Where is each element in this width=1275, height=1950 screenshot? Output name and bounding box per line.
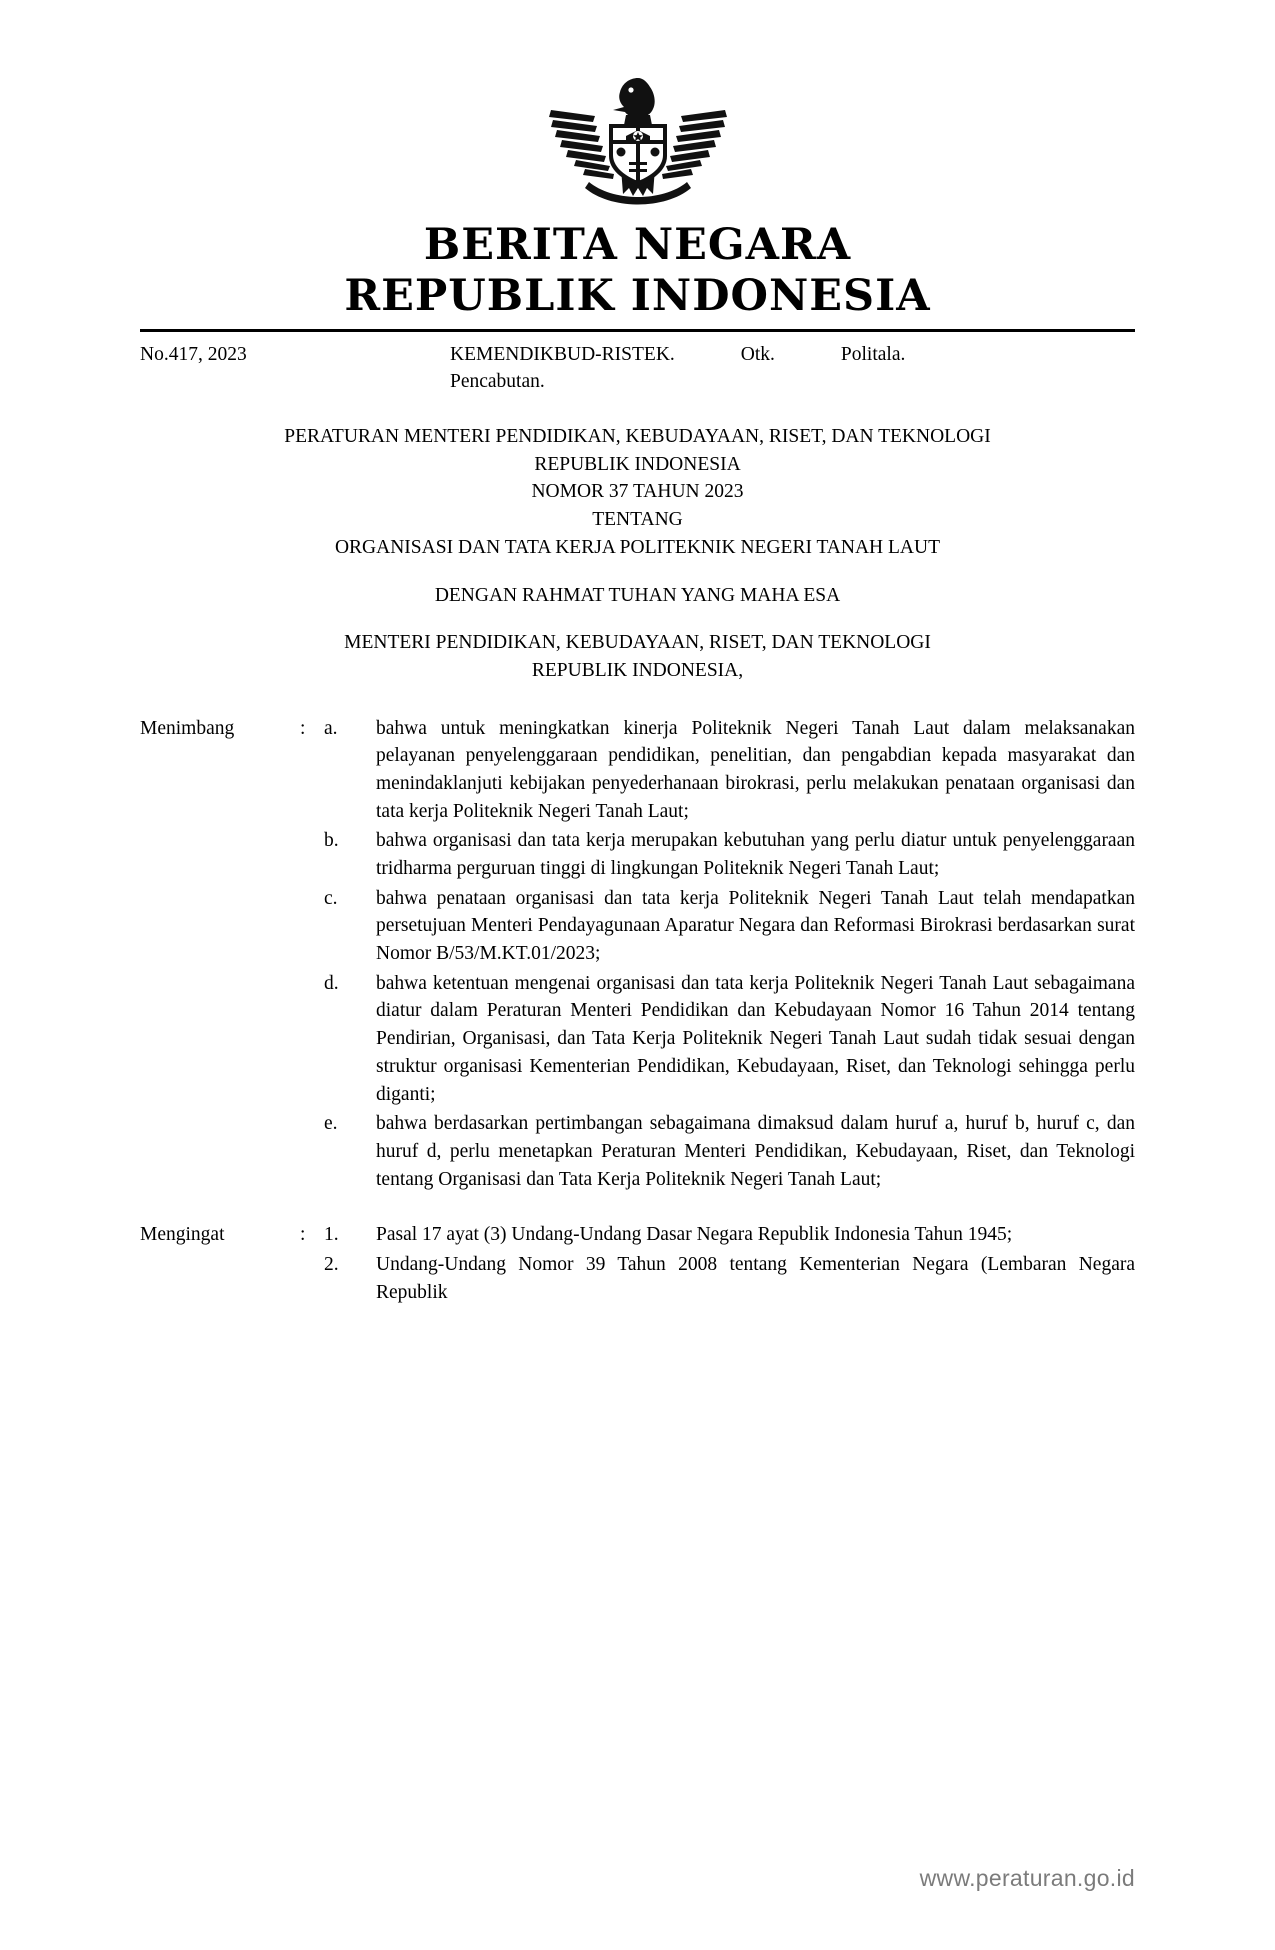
item-text: bahwa untuk meningkatkan kinerja Politeknik Negeri Tanah Laut dalam melaksanakan pelayanan penyelenggaraan pendidikan, penelitian, dan pengabdian kepada masyarakat dan menindaklanjuti kebijakan penyederhanaan birokrasi, perlu melakukan penataan organisasi dan tata kerja Politeknik Negeri Tanah Laut; — [376, 717, 1135, 822]
list-item — [324, 715, 1135, 826]
list-item — [324, 885, 1135, 968]
item-marker: 2. — [324, 1253, 339, 1275]
recollections-items — [324, 1221, 1135, 1308]
item-text: bahwa berdasarkan pertimbangan sebagaimana dimaksud dalam huruf a, huruf b, huruf c, dan huruf d, perlu menetapkan Peraturan Menteri Pendidikan, Kebudayaan, Riset, dan Teknologi tentang Organisasi dan Tata Kerja Politeknik Negeri Tanah Laut; — [376, 1113, 1135, 1190]
item-text: bahwa ketentuan mengenai organisasi dan tata kerja Politeknik Negeri Tanah Laut sebagaimana diatur dalam Peraturan Menteri Pendidikan dan Kebudayaan Nomor 16 Tahun 2014 tentang Pendirian, Organisasi, dan Tata Kerja Politeknik Negeri Tanah Laut sudah tidak sesuai dengan struktur organisasi Kementerian Pendidikan, Kebudayaan, Riset, dan Teknologi sehingga perlu diganti; — [376, 972, 1135, 1105]
masthead-line-2: REPUBLIK INDONESIA — [344, 270, 931, 321]
subject-ministry: KEMENDIKBUD-RISTEK. — [450, 344, 675, 366]
considerations-label: Menimbang — [140, 717, 235, 739]
masthead — [140, 220, 1135, 321]
title-line-7: MENTERI PENDIDIKAN, KEBUDAYAAN, RISET, DAN TEKNOLOGI — [344, 632, 931, 654]
gazette-meta — [140, 342, 1135, 395]
regulation-title-block — [140, 423, 1135, 685]
title-line-5: ORGANISASI DAN TATA KERJA POLITEKNIK NEGERI TANAH LAUT — [334, 536, 941, 558]
list-item — [324, 827, 1135, 882]
recollections-colon: : — [300, 1224, 306, 1246]
title-line-4: TENTANG — [592, 509, 683, 531]
item-text: bahwa organisasi dan tata kerja merupakan kebutuhan yang perlu diatur untuk penyelenggaraan tridharma perguruan tinggi di lingkungan Politeknik Negeri Tanah Laut; — [376, 830, 1135, 880]
recollections-clause — [140, 1221, 1135, 1308]
recollections-label: Mengingat — [140, 1224, 225, 1246]
title-line-3: NOMOR 37 TAHUN 2023 — [531, 481, 744, 503]
title-line-8: REPUBLIK INDONESIA, — [531, 659, 744, 681]
list-item — [324, 1110, 1135, 1193]
footer-watermark: www.peraturan.go.id — [919, 1865, 1135, 1891]
title-line-1: PERATURAN MENTERI PENDIDIKAN, KEBUDAYAAN, RISET, DAN TEKNOLOGI — [284, 426, 991, 448]
list-item — [324, 1251, 1135, 1306]
considerations-colon: : — [300, 717, 306, 739]
item-marker: a. — [324, 717, 338, 739]
item-marker: 1. — [324, 1224, 339, 1246]
item-text: Pasal 17 ayat (3) Undang-Undang Dasar Negara Republik Indonesia Tahun 1945; — [376, 1224, 1013, 1246]
item-marker: b. — [324, 830, 339, 852]
subject-otk: Otk. — [740, 344, 775, 366]
item-marker: e. — [324, 1113, 338, 1135]
list-item — [324, 970, 1135, 1108]
masthead-divider — [140, 329, 1135, 332]
considerations-items — [324, 715, 1135, 1196]
title-line-6: DENGAN RAHMAT TUHAN YANG MAHA ESA — [434, 584, 841, 606]
item-marker: d. — [324, 972, 339, 994]
title-line-2: REPUBLIK INDONESIA — [534, 453, 741, 475]
garuda-pancasila-emblem — [140, 0, 1135, 220]
document-body — [140, 715, 1135, 1309]
list-item — [324, 1221, 1135, 1249]
item-marker: c. — [324, 887, 338, 909]
masthead-line-1: BERITA NEGARA — [423, 220, 852, 270]
item-text: bahwa penataan organisasi dan tata kerja Politeknik Negeri Tanah Laut telah mendapatkan persetujuan Menteri Pendayagunaan Aparatur Negara dan Reformasi Birokrasi berdasarkan surat Nomor B/53/M.KT.01/2023; — [376, 887, 1135, 965]
subject-politala: Politala. — [840, 344, 906, 366]
gazette-subject — [450, 342, 1135, 395]
considerations-clause — [140, 715, 1135, 1196]
item-text: Undang-Undang Nomor 39 Tahun 2008 tentang Kementerian Negara (Lembaran Negara Republik — [376, 1253, 1135, 1303]
subject-pencabutan: Pencabutan. — [450, 370, 545, 392]
gazette-number: No.417, 2023 — [140, 344, 247, 366]
